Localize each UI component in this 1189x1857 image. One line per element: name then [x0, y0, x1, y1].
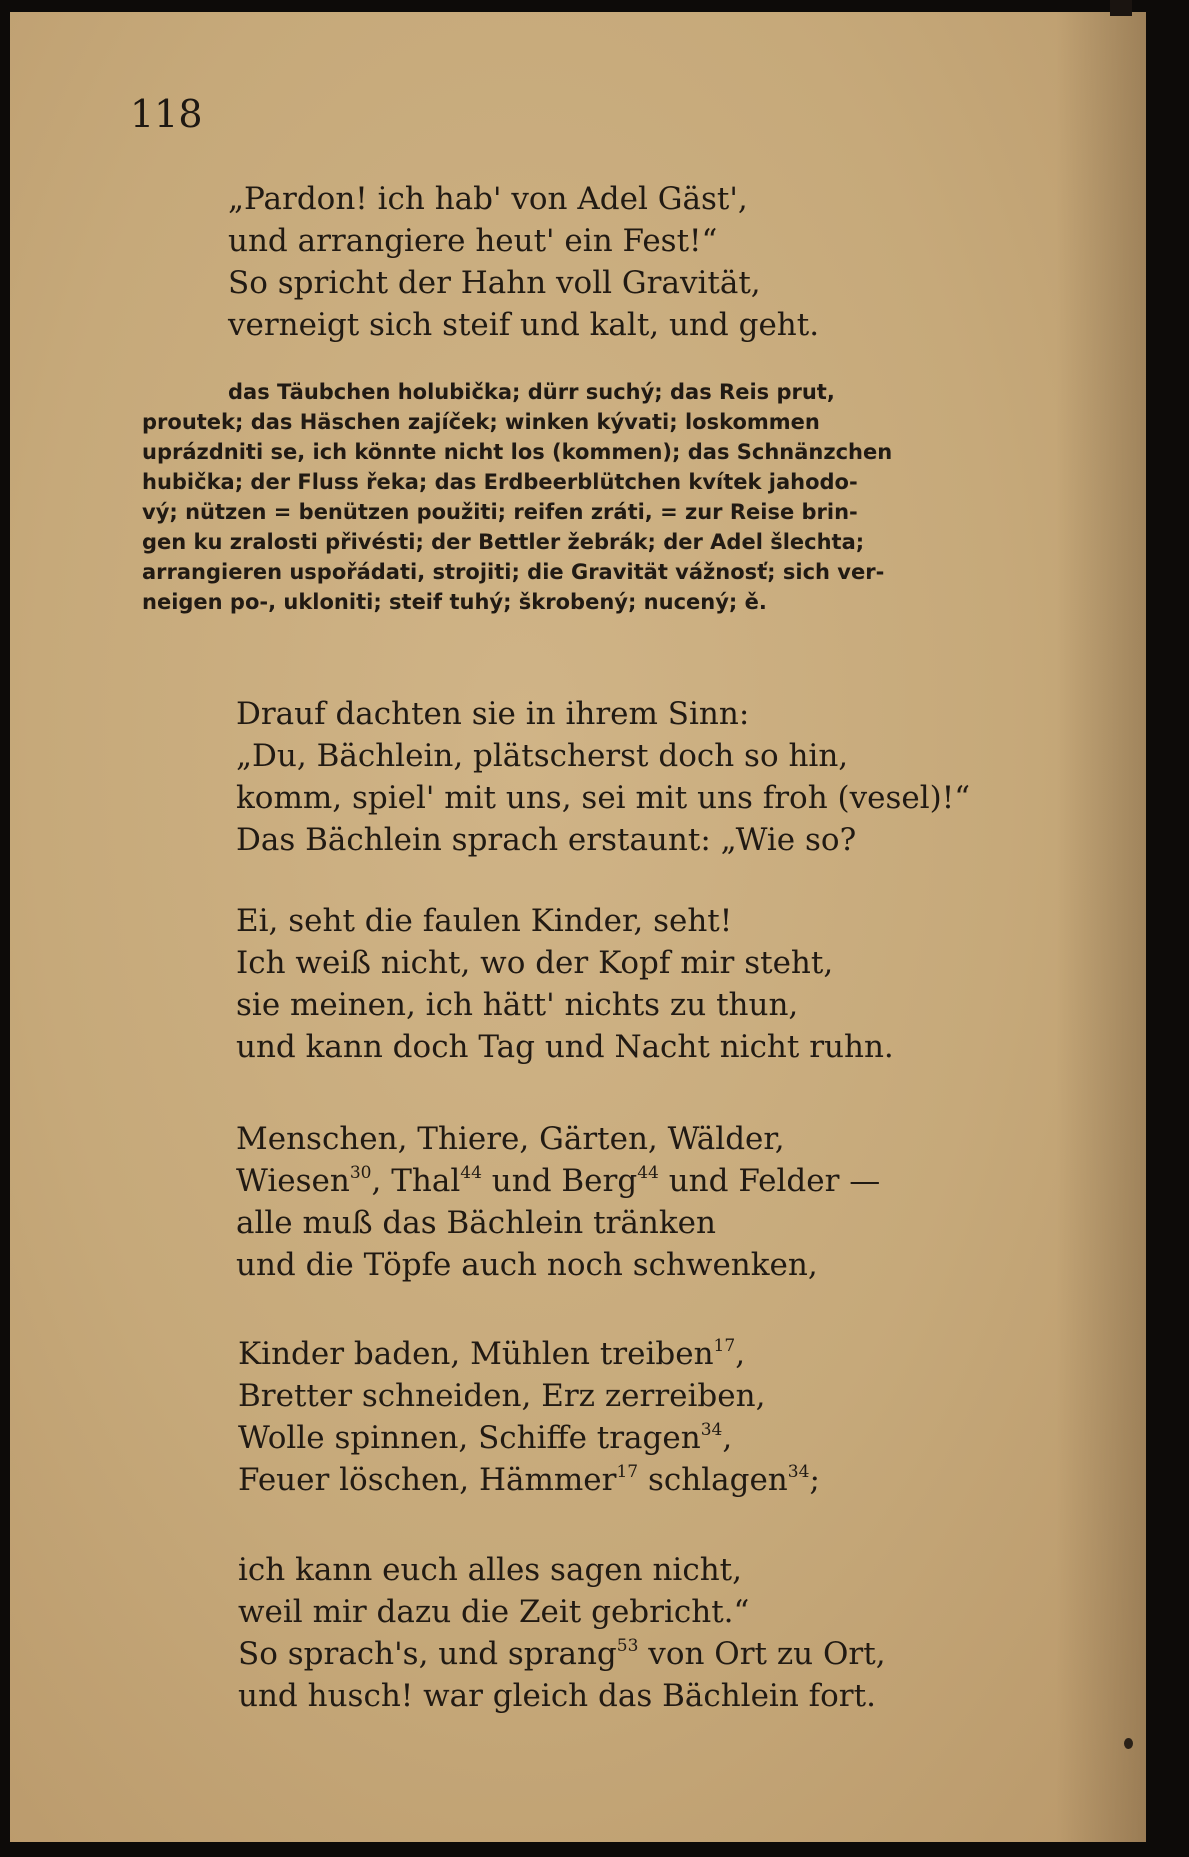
glossary-line: neigen po-, ukloniti; steif tuhý; škrobený; nucený; ě.: [142, 590, 767, 614]
glossary-line: proutek; das Häschen zajíček; winken kývati; loskommen: [142, 410, 820, 434]
verse-line: Bretter schneiden, Erz zerreiben,: [238, 1378, 766, 1414]
footnote-ref: 30: [349, 1163, 372, 1184]
footnote-ref: 44: [637, 1163, 659, 1184]
verse-line: Ich weiß nicht, wo der Kopf mir steht,: [236, 945, 834, 981]
vocabulary-glossary: [142, 377, 1057, 617]
verse-line: Wiesen$^{30}$, Thal$^{44}$ und Berg$^{44}$ und Felder —: [236, 1163, 881, 1199]
glossary-line: das Täubchen holubička; dürr suchý; das Reis prut,: [228, 380, 835, 404]
stanza-6: [238, 1549, 886, 1717]
page-gutter-shadow: [1056, 12, 1146, 1842]
verse-line: und kann doch Tag und Nacht nicht ruhn.: [236, 1029, 894, 1065]
verse-line: Ei, seht die faulen Kinder, seht!: [236, 903, 733, 939]
footnote-ref: 44: [460, 1163, 482, 1184]
footnote-ref: 53: [616, 1636, 639, 1657]
footnote-ref: 17: [616, 1462, 639, 1483]
footnote-ref: 34: [787, 1462, 810, 1483]
stanza-4: [236, 1118, 880, 1286]
verse-line: weil mir dazu die Zeit gebricht.“: [238, 1594, 750, 1630]
verse-line: Kinder baden, Mühlen treiben$^{17}$,: [238, 1336, 746, 1372]
verse-line: und die Töpfe auch noch schwenken,: [236, 1247, 818, 1283]
page-number: 118: [130, 92, 203, 136]
glossary-line: arrangieren uspořádati, strojiti; die Gravität vážnosť; sich ver-: [142, 560, 885, 584]
verse-line: Feuer löschen, Hämmer$^{17}$ schlagen$^{34}$;: [238, 1462, 820, 1498]
verse-line: komm, spiel' mit uns, sei mit uns froh (vesel)!“: [236, 780, 971, 816]
verse-line: „Pardon! ich hab' von Adel Gäst',: [228, 181, 748, 217]
verse-line: So spricht der Hahn voll Gravität,: [228, 265, 761, 301]
glossary-line: gen ku zralosti přivésti; der Bettler žebrák; der Adel šlechta;: [142, 530, 865, 554]
footnote-ref: 34: [700, 1420, 723, 1441]
verse-line: verneigt sich steif und kalt, und geht.: [228, 307, 820, 343]
verse-line: ich kann euch alles sagen nicht,: [238, 1552, 742, 1588]
stanza-5: [238, 1333, 820, 1501]
verse-line: alle muß das Bächlein tränken: [236, 1205, 716, 1241]
stanza-3: [236, 900, 894, 1068]
scan-edge-mark: [1110, 0, 1132, 16]
ink-speck: [1124, 1738, 1133, 1749]
verse-line: und arrangiere heut' ein Fest!“: [228, 223, 718, 259]
stanza-2: [236, 693, 970, 861]
verse-line: „Du, Bächlein, plätscherst doch so hin,: [236, 738, 849, 774]
glossary-line: hubička; der Fluss řeka; das Erdbeerblütchen kvítek jahodo-: [142, 470, 858, 494]
verse-line: Das Bächlein sprach erstaunt: „Wie so?: [236, 822, 857, 858]
verse-line: Wolle spinnen, Schiffe tragen$^{34}$,: [238, 1420, 733, 1456]
verse-line: und husch! war gleich das Bächlein fort.: [238, 1678, 876, 1714]
footnote-ref: 17: [713, 1336, 736, 1357]
glossary-line: vý; nützen = benützen použiti; reifen zráti, = zur Reise brin-: [142, 500, 858, 524]
stanza-1: [228, 178, 819, 346]
verse-line: Menschen, Thiere, Gärten, Wälder,: [236, 1121, 785, 1157]
verse-line: So sprach's, und sprang$^{53}$ von Ort zu Ort,: [238, 1636, 886, 1672]
glossary-line: uprázdniti se, ich könnte nicht los (kommen); das Schnänzchen: [142, 440, 893, 464]
verse-line: Drauf dachten sie in ihrem Sinn:: [236, 696, 750, 732]
verse-line: sie meinen, ich hätt' nichts zu thun,: [236, 987, 799, 1023]
